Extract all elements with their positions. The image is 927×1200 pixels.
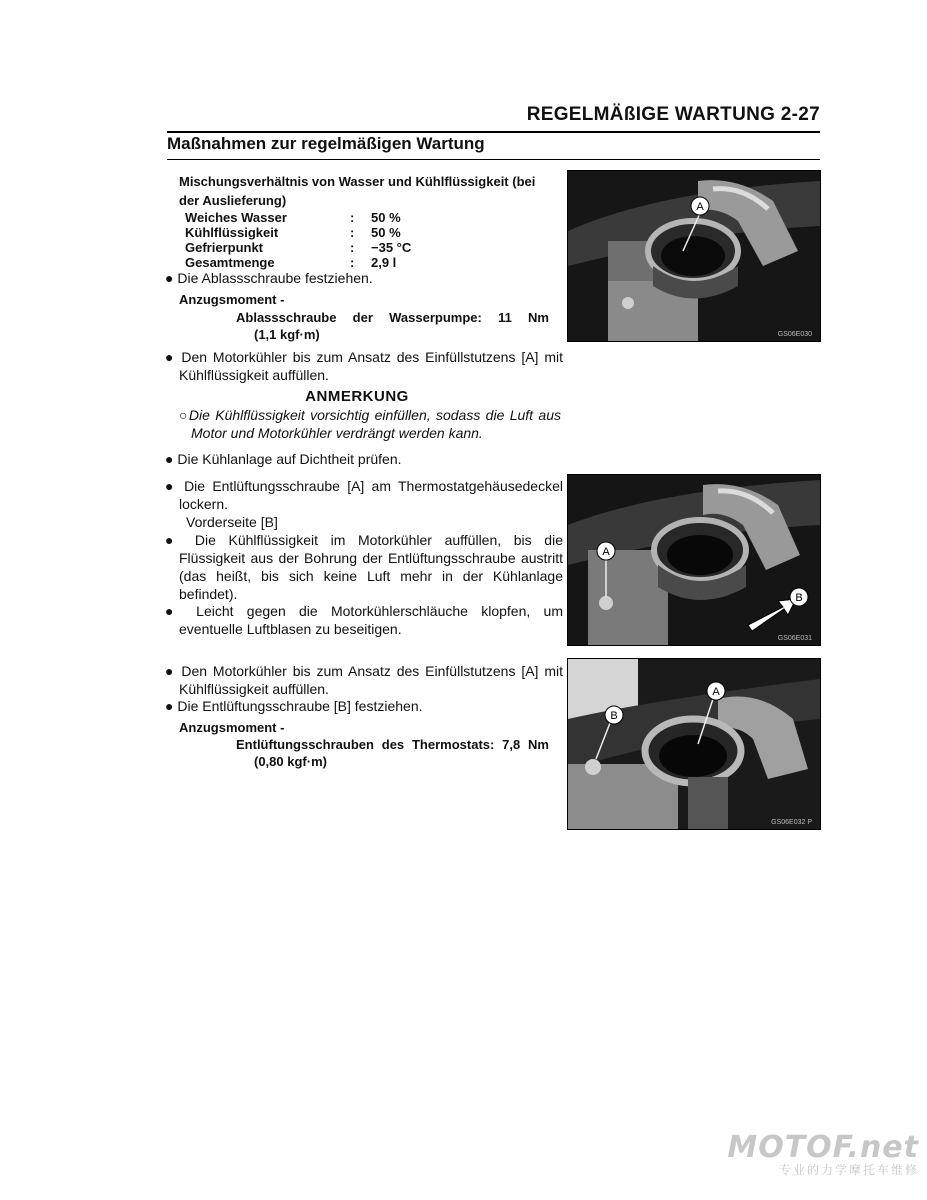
photo-code: GS06E032 P [771,819,812,826]
photo-bleed-screw [567,474,821,646]
watermark [727,1130,919,1178]
callout-a-label: A [696,201,704,213]
step-fill-radiator [165,348,563,384]
mix-sep: : [350,255,355,270]
photo-code: GS06E030 [777,331,812,338]
page-header-title: REGELMÄßIGE WARTUNG 2-27 [526,104,820,125]
bullet-icon: ● [165,349,176,365]
mix-table [185,210,411,270]
callout-a-label: A [602,546,610,558]
torque1-label: Anzugsmoment - [179,292,285,307]
torque2-kgf: (0,80 kgf·m) [254,754,327,769]
mix-sep: : [350,210,355,225]
bullet-icon: ● [165,663,176,679]
bullet-icon: ● [165,698,174,714]
mix-sep: : [350,240,355,255]
mix-value: −35 °C [371,240,412,255]
mix-value: 50 % [371,210,401,225]
step-tighten-bleed-screw [165,697,563,715]
step-loosen-bleed-screw [165,477,563,513]
torque1-spec: Ablassschraube der Wasserpumpe: 11 Nm [236,310,549,325]
mix-label: Weiches Wasser [185,210,287,225]
bullet-icon: ● [165,603,183,619]
mix-value: 50 % [371,225,401,240]
section-rule [167,159,820,160]
step-drain-screw [165,269,563,287]
step-text: Leicht gegen die Motorkühlerschläuche klopfen, um eventuelle Luftblasen zu beseitigen. [179,603,563,637]
table-row [185,255,411,270]
callout-b-label: B [795,592,803,604]
bullet-icon: ● [165,532,183,548]
note-body: Die Kühlflüssigkeit vorsichtig einfüllen, sodass die Luft aus Motor und Motorkühler verdrängt werden kann. [188,407,561,441]
photo-radiator-image [568,171,820,341]
bullet-icon: ● [165,451,174,467]
header-rule [167,131,820,133]
mix-heading: Mischungsverhältnis von Wasser und Kühlflüssigkeit (bei der Auslieferung) [179,174,536,208]
mix-sep: : [350,225,355,240]
step-text: Den Motorkühler bis zum Ansatz des Einfüllstutzens [A] mit Kühlflüssigkeit auffüllen. [179,349,563,383]
mix-label: Gefrierpunkt [185,240,264,255]
note-circle-icon: ○ [179,407,189,423]
step-text: Den Motorkühler bis zum Ansatz des Einfüllstutzens [A] mit Kühlflüssigkeit auffüllen. [179,663,563,697]
torque2-spec: Entlüftungsschrauben des Thermostats: 7,8 Nm [236,737,549,752]
step-fill-until-overflow [165,531,563,603]
bullet-icon: ● [165,478,177,494]
photo-bleed-screw-tighten [567,658,821,830]
step-text: Die Kühlanlage auf Dichtheit prüfen. [177,451,402,467]
callout-b-label: B [610,710,618,722]
note-title: ANMERKUNG [305,388,409,405]
photo-bleed-screw-tighten-image [568,659,820,829]
torque1-kgf: (1,1 kgf·m) [254,327,320,342]
note-text [179,406,561,442]
step-text: Die Ablassschraube festziehen. [177,270,373,286]
bullet-icon: ● [165,270,174,286]
photo-radiator-filler-neck [567,170,821,342]
step-text: Die Entlüftungsschraube [A] am Thermostatgehäusedeckel lockern. [179,478,563,512]
mix-label: Gesamtmenge [185,255,275,270]
mix-value: 2,9 l [371,255,397,270]
photo-bleed-screw-image [568,475,820,645]
table-row [185,225,411,240]
watermark-tagline: 专业的力学摩托车维修 [778,1163,919,1177]
step-text: Die Entlüftungsschraube [B] festziehen. [177,698,423,714]
photo-code: GS06E031 [777,635,812,642]
mix-block [179,172,549,270]
mix-label: Kühlflüssigkeit [185,225,279,240]
step-tap-hoses [165,602,563,638]
callout-a-label: A [712,686,720,698]
step-fill-radiator-again [165,662,563,698]
table-row [185,240,411,255]
section-title: Maßnahmen zur regelmäßigen Wartung [167,134,485,153]
step-front-label: Vorderseite [B] [186,514,278,530]
step-check-leaks [165,450,563,468]
table-row [185,210,411,225]
watermark-brand: MOTOF.net [727,1130,919,1165]
step-text: Die Kühlflüssigkeit im Motorkühler auffüllen, bis die Flüssigkeit aus der Bohrung der Entlüftungsschraube austritt (das heißt, bis sich keine Luft mehr in der Kühlanlage befindet). [179,532,563,602]
torque2-label: Anzugsmoment - [179,720,285,735]
